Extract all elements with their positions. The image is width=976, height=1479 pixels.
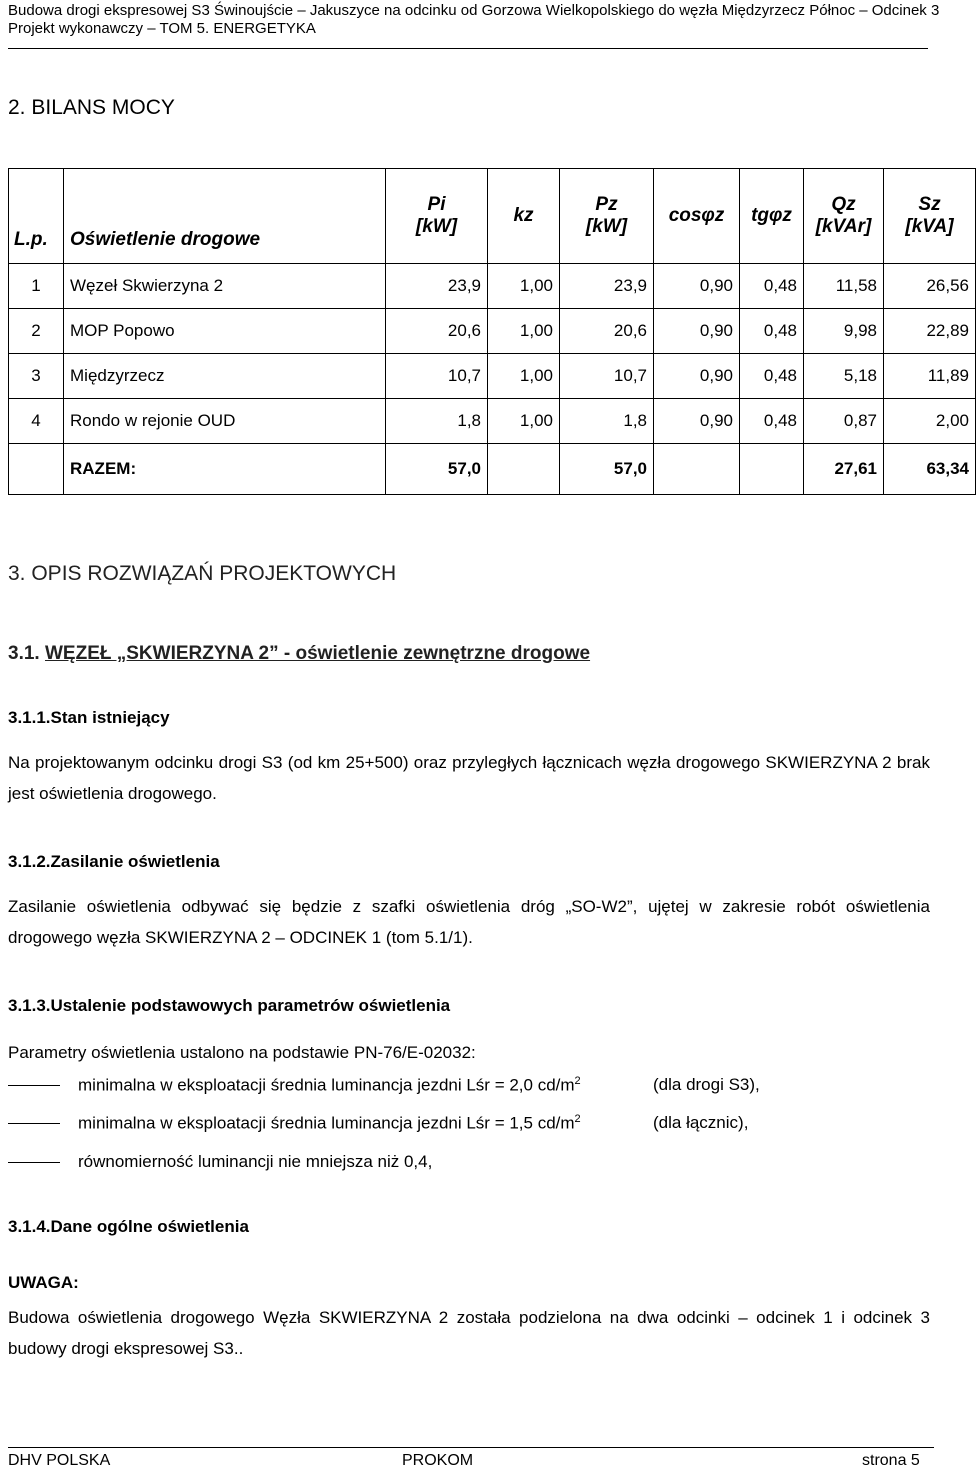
- power-balance-table: [8, 168, 976, 495]
- cell-pi: 10,7: [386, 354, 488, 399]
- cell-lp: 3: [9, 354, 64, 399]
- cell-name: Międzyrzecz: [64, 354, 386, 399]
- bullet-1-text: minimalna w eksploatacji średnia luminancja jezdni Lśr = 2,0 cd/m: [78, 1075, 575, 1095]
- bullet-2-tail: (dla łącznic),: [653, 1113, 749, 1132]
- table-row: [9, 399, 976, 444]
- cell-pz: 1,8: [560, 399, 654, 444]
- cell-sz: 11,89: [884, 354, 976, 399]
- col-cos: cosφz: [654, 169, 740, 264]
- sum-pi: 57,0: [386, 444, 488, 495]
- cell-lp: 4: [9, 399, 64, 444]
- col-sz: Sz [kVA]: [884, 169, 976, 264]
- section-3-1-2-title: 3.1.2.Zasilanie oświetlenia: [8, 852, 220, 871]
- cell-qz: 0,87: [804, 399, 884, 444]
- cell-qz: 5,18: [804, 354, 884, 399]
- bullet-2-sup: 2: [574, 1113, 581, 1125]
- cell-kz: 1,00: [488, 309, 560, 354]
- cell-tg: 0,48: [740, 309, 804, 354]
- cell-name: MOP Popowo: [64, 309, 386, 354]
- footer-rule: [8, 1447, 934, 1448]
- uwaga-text: Budowa oświetlenia drogowego Węzła SKWIERZYNA 2 została podzielona na dwa odcinki – odcinek 1 i odcinek 3 budowy drogi ekspresowej S3..: [8, 1308, 930, 1358]
- col-qz: Qz [kVAr]: [804, 169, 884, 264]
- col-kz: kz: [488, 169, 560, 264]
- cell-tg: 0,48: [740, 354, 804, 399]
- cell-cos: 0,90: [654, 309, 740, 354]
- cell-lp: [9, 444, 64, 495]
- col-tg: tgφz: [740, 169, 804, 264]
- cell-pi: 20,6: [386, 309, 488, 354]
- sum-label: RAZEM:: [64, 444, 386, 495]
- section-3-1-3-intro: Parametry oświetlenia ustalono na podstawie PN-76/E-02032:: [8, 1043, 476, 1062]
- section-3-1-2-text: Zasilanie oświetlenia odbywać się będzie z szafki oświetlenia dróg „SO-W2”, ujętej w zakresie robót oświetlenia drogowego węzła SKWIERZYNA 2 – ODCINEK 1 (tom 5.1/1).: [8, 897, 930, 947]
- cell-kz: 1,00: [488, 354, 560, 399]
- footer-page-number: strona 5: [862, 1452, 920, 1469]
- dash-marker: [8, 1162, 60, 1163]
- header-rule: [8, 48, 928, 49]
- section-3-1-number: 3.1.: [8, 643, 45, 664]
- cell-pz: 20,6: [560, 309, 654, 354]
- sum-kz: [488, 444, 560, 495]
- col-pz: Pz [kW]: [560, 169, 654, 264]
- cell-cos: 0,90: [654, 264, 740, 309]
- header-line-2: Projekt wykonawczy – TOM 5. ENERGETYKA: [8, 20, 316, 37]
- sum-qz: 27,61: [804, 444, 884, 495]
- bullet-1-sup: 2: [574, 1075, 581, 1087]
- col-name: Oświetlenie drogowe: [64, 169, 386, 264]
- cell-cos: 0,90: [654, 354, 740, 399]
- col-pi: Pi [kW]: [386, 169, 488, 264]
- dash-marker: [8, 1085, 60, 1086]
- sum-cos: [654, 444, 740, 495]
- cell-sz: 22,89: [884, 309, 976, 354]
- footer-center: PROKOM: [402, 1452, 474, 1469]
- page-header: [8, 2, 948, 38]
- footer-left: DHV POLSKA: [8, 1452, 111, 1469]
- cell-pz: 23,9: [560, 264, 654, 309]
- sum-tg: [740, 444, 804, 495]
- cell-kz: 1,00: [488, 399, 560, 444]
- cell-name: Rondo w rejonie OUD: [64, 399, 386, 444]
- cell-tg: 0,48: [740, 264, 804, 309]
- section-3-title: 3. OPIS ROZWIĄZAŃ PROJEKTOWYCH: [8, 562, 397, 585]
- table-row: [9, 264, 976, 309]
- cell-pi: 23,9: [386, 264, 488, 309]
- section-2-title: 2. BILANS MOCY: [8, 96, 175, 119]
- cell-pi: 1,8: [386, 399, 488, 444]
- cell-cos: 0,90: [654, 399, 740, 444]
- sum-sz: 63,34: [884, 444, 976, 495]
- col-lp: L.p.: [9, 169, 64, 264]
- bullet-2-text: minimalna w eksploatacji średnia luminancja jezdni Lśr = 1,5 cd/m: [78, 1113, 575, 1133]
- cell-pz: 10,7: [560, 354, 654, 399]
- section-3-1-text: WĘZEŁ „SKWIERZYNA 2” - oświetlenie zewnętrzne drogowe: [44, 643, 591, 664]
- header-line-1: Budowa drogi ekspresowej S3 Świnoujście – Jakuszyce na odcinku od Gorzowa Wielkopolskiego do węzła Międzyrzecz Północ – Odcinek 3: [8, 2, 940, 19]
- bullet-1-tail: (dla drogi S3),: [653, 1075, 760, 1094]
- cell-sz: 2,00: [884, 399, 976, 444]
- cell-tg: 0,48: [740, 399, 804, 444]
- cell-sz: 26,56: [884, 264, 976, 309]
- table-row: [9, 354, 976, 399]
- table-sum-row: [9, 444, 976, 495]
- table-header-row: [9, 169, 976, 264]
- section-3-1-1-title: 3.1.1.Stan istniejący: [8, 708, 170, 727]
- section-3-1-4-title: 3.1.4.Dane ogólne oświetlenia: [8, 1217, 249, 1236]
- section-3-1-1-text: Na projektowanym odcinku drogi S3 (od km 25+500) oraz przyległych łącznicach węzła drogowego SKWIERZYNA 2 brak jest oświetlenia drogowego.: [8, 753, 930, 803]
- cell-qz: 11,58: [804, 264, 884, 309]
- section-3-1-3-title: 3.1.3.Ustalenie podstawowych parametrów oświetlenia: [8, 996, 451, 1015]
- cell-name: Węzeł Skwierzyna 2: [64, 264, 386, 309]
- dash-marker: [8, 1123, 60, 1124]
- table-row: [9, 309, 976, 354]
- cell-qz: 9,98: [804, 309, 884, 354]
- cell-lp: 1: [9, 264, 64, 309]
- bullet-3-text: równomierność luminancji nie mniejsza niż 0,4,: [78, 1152, 433, 1171]
- cell-kz: 1,00: [488, 264, 560, 309]
- sum-pz: 57,0: [560, 444, 654, 495]
- uwaga-label: UWAGA:: [8, 1273, 79, 1292]
- section-3-1-title: [8, 643, 590, 665]
- cell-lp: 2: [9, 309, 64, 354]
